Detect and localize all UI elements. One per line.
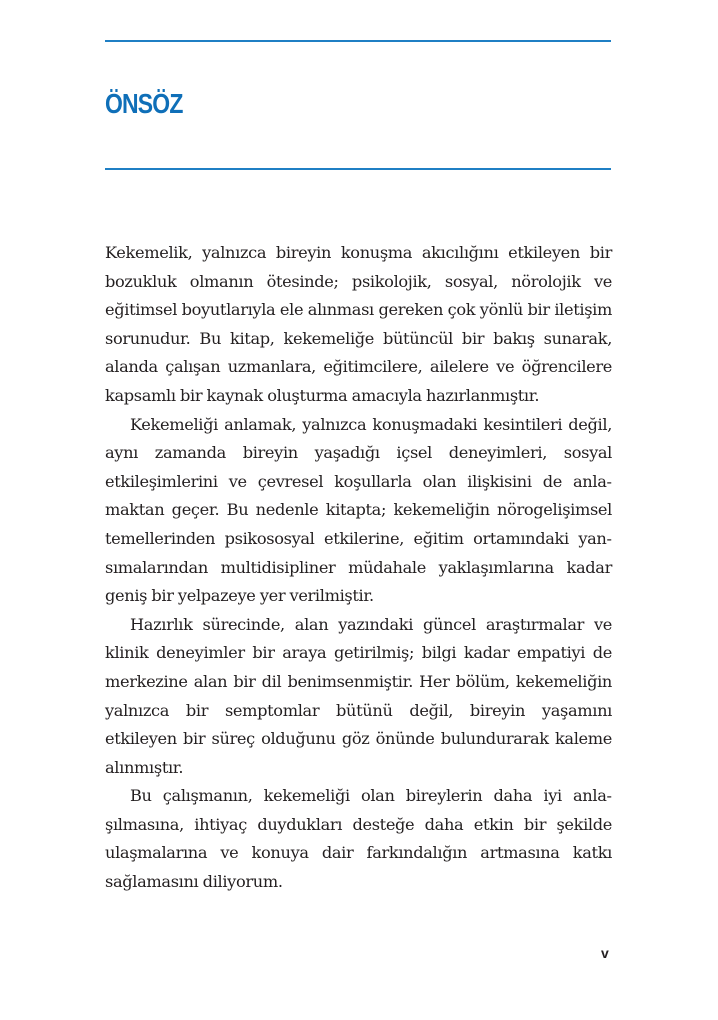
page-number: v <box>601 945 609 961</box>
paragraph: Kekemeliği anlamak, yalnızca konuşmadaki kesintileri değil, aynı zamanda bireyin yaşadığı içsel deneyimleri, sosyal etkileşimlerini ve çevresel koşullarla olan ilişkisini de anlamaktan geçer. Bu nedenle kitapta; kekemeliğin nörogelişimsel temellerinden psikososyal etkilerine, eğitim ortamındaki yansımalarından multidisipliner müdahale yaklaşımlarına kadar geniş bir yelpazeye yer verilmiştir. <box>105 414 612 606</box>
paragraph: Bu çalışmanın, kekemeliği olan bireylerin daha iyi anlaşılmasına, ihtiyaç duydukları desteğe daha etkin bir şekilde ulaşmalarına ve konuya dair farkındalığın artmasına katkı sağlamasını diliyorum. <box>105 786 612 892</box>
paragraph: Kekemelik, yalnızca bireyin konuşma akıcılığını etkileyen bir bozukluk olmanın ötesinde; psikolojik, sosyal, nörolojik ve eğitimsel boyutlarıyla ele alınması gereken çok yönlü bir iletişim sorunudur. Bu kitap, kekemeliğe bütüncül bir bakış sunarak, alanda çalışan uzmanlara, eğitimcilere, ailelere ve öğrencilere kapsamlı bir kaynak oluşturma amacıyla hazırlanmıştır. <box>105 243 612 405</box>
page-title: ÖNSÖZ <box>105 88 183 119</box>
paragraph: Hazırlık sürecinde, alan yazındaki güncel araştırmalar ve klinik deneyimler bir araya getirilmiş; bilgi kadar empatiyi de merkezine alan bir dil benimsenmiştir. Her bölüm, kekemeliğin yalnızca bir semptomlar bütünü değil, bireyin yaşamını etkileyen bir süreç olduğunu göz önünde bulundurarak kaleme alınmıştır. <box>105 614 612 777</box>
preface-body <box>105 239 612 897</box>
bottom-divider <box>105 168 611 170</box>
top-divider <box>105 40 611 42</box>
